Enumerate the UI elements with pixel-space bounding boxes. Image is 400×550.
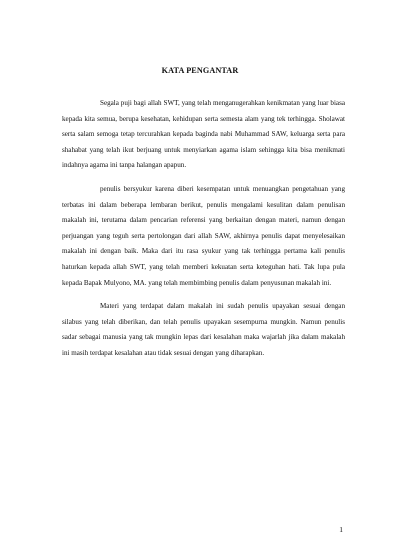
paragraph-1: Segala puji bagi allah SWT, yang telah menganugerahkan kenikmatan yang luar biasa kepada kita semua, berupa kesehatan, kehidupan serta semesta alam yang tek terhingga. Sholawat serta salam semoga tetap tercurahkan kepada baginda nabi Muhammad SAW, keluarga serta para shahabat yang telah ikut berjuang untuk menyiarkan agama islam sehingga kita bisa menikmati indahnya agama ini tanpa halangan apapun. [62, 99, 345, 170]
paragraph-2: penulis bersyukur karena diberi kesempatan untuk menuangkan pengetahuan yang terbatas ini dalam beberapa lembaran berikut, penulis mengalami kesulitan dalam penulisan makalah ini, terutama dalam pencarian referensi yang berkaitan dengan materi, namun dengan perjuangan yang teguh serta pertolongan dari allah SAW, akhirnya penulis dapat menyelesaikan makalah ini dengan baik. Maka dari itu rasa syukur yang tak terhingga pertama kali penulis haturkan kepada allah SWT, yang telah memberi kekuatan serta keteguhan hati. Tak lupa pula kepada Bapak Mulyono, MA. yang telah membimbing penulis dalam penyusunan makalah ini. [62, 184, 345, 287]
body-text [62, 96, 345, 370]
paragraph-3: Materi yang terdapat dalam makalah ini sudah penulis upayakan sesuai dengan silabus yang telah diberikan, dan telah penulis upayakan sesempurna mungkin. Namun penulis sadar sebagai manusia yang tak mungkin lepas dari kesalahan maka wajarlah jika dalam makalah ini masih terdapat kesalahan atau tidak sesuai dengan yang diharapkan. [62, 302, 345, 357]
page-title: KATA PENGANTAR [161, 66, 239, 75]
page-number: 1 [339, 525, 343, 534]
